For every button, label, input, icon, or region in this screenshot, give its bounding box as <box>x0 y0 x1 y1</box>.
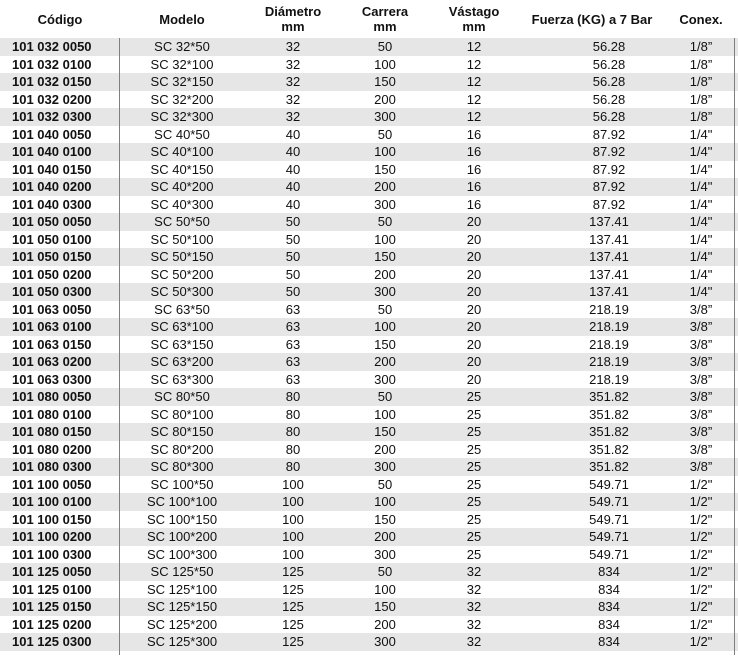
table-body <box>0 38 738 651</box>
table-row <box>0 301 738 319</box>
cell-carrera: 100 <box>374 406 396 422</box>
cell-diametro: 63 <box>285 354 301 369</box>
table-row <box>0 546 738 564</box>
cell-diametro: 80 <box>285 424 301 439</box>
cell-vastago: 20 <box>466 231 482 247</box>
cell-conex: 1/8” <box>689 56 713 72</box>
cell-diametro: 50 <box>285 249 301 264</box>
table-row <box>0 143 738 161</box>
cell-modelo: SC 50*150 <box>150 249 214 264</box>
cell-diametro: 32 <box>285 109 301 124</box>
cell-conex: 1/4" <box>689 126 713 142</box>
cell-fuerza: 137.41 <box>589 249 629 264</box>
cell-codigo: 101 040 0150 <box>12 161 92 177</box>
cell-codigo: 101 063 0100 <box>12 319 92 334</box>
cell-carrera: 200 <box>374 616 396 632</box>
cell-codigo: 101 032 0050 <box>12 39 92 54</box>
cell-modelo: SC 63*100 <box>150 319 214 334</box>
cell-conex: 1/4" <box>689 161 713 177</box>
cell-diametro: 80 <box>285 459 301 474</box>
cell-codigo: 101 040 0100 <box>12 144 92 159</box>
cell-codigo: 101 125 0050 <box>12 564 92 579</box>
cell-diametro: 63 <box>285 319 301 334</box>
cell-conex: 1/2" <box>689 546 713 562</box>
cell-fuerza: 549.71 <box>589 494 629 509</box>
cell-carrera: 100 <box>374 581 396 597</box>
table-row <box>0 598 738 616</box>
cell-diametro: 80 <box>285 441 301 457</box>
cell-vastago: 16 <box>466 196 482 212</box>
cell-codigo: 101 050 0050 <box>12 214 92 229</box>
cell-vastago: 25 <box>466 529 482 544</box>
cell-diametro: 63 <box>285 336 301 352</box>
cell-carrera: 200 <box>374 354 396 369</box>
cell-fuerza: 549.71 <box>589 476 629 492</box>
cell-carrera: 200 <box>374 266 396 282</box>
cell-fuerza: 549.71 <box>589 529 629 544</box>
cell-codigo: 101 125 0300 <box>12 634 92 649</box>
header-conex: Conex. <box>679 11 723 27</box>
cell-vastago: 25 <box>466 389 482 404</box>
cell-vastago: 16 <box>466 126 482 142</box>
cell-fuerza: 351.82 <box>589 406 629 422</box>
cell-fuerza: 87.92 <box>592 179 626 194</box>
table-row <box>0 318 738 336</box>
cell-fuerza: 137.41 <box>589 214 629 229</box>
cell-diametro: 50 <box>285 214 301 229</box>
cell-diametro: 40 <box>285 179 301 194</box>
cell-codigo: 101 063 0050 <box>12 301 92 317</box>
cell-codigo: 101 100 0300 <box>12 546 92 562</box>
cell-modelo: SC 50*300 <box>150 284 214 299</box>
cell-modelo: SC 32*300 <box>150 109 214 124</box>
cell-vastago: 12 <box>466 91 482 107</box>
cell-conex: 1/4" <box>689 214 713 229</box>
cell-modelo: SC 80*50 <box>154 389 210 404</box>
cell-modelo: SC 32*50 <box>154 39 210 54</box>
cell-conex: 1/4" <box>689 284 713 299</box>
cell-modelo: SC 40*50 <box>154 126 210 142</box>
cell-fuerza: 834 <box>598 581 620 597</box>
cell-codigo: 101 040 0300 <box>12 196 92 212</box>
cell-modelo: SC 100*150 <box>146 511 218 527</box>
cell-modelo: SC 100*50 <box>150 476 214 492</box>
cell-carrera: 150 <box>374 161 396 177</box>
cell-conex: 1/4" <box>689 144 713 159</box>
cell-vastago: 20 <box>466 266 482 282</box>
cell-codigo: 101 063 0150 <box>12 336 92 352</box>
table-row <box>0 38 738 56</box>
table-row <box>0 161 738 179</box>
cell-fuerza: 56.28 <box>592 91 626 107</box>
cell-carrera: 300 <box>374 459 396 474</box>
cell-codigo: 101 100 0050 <box>12 476 92 492</box>
cell-conex: 3/8” <box>689 459 713 474</box>
cell-carrera: 150 <box>374 249 396 264</box>
cell-carrera: 200 <box>374 179 396 194</box>
cell-carrera: 200 <box>374 91 396 107</box>
cell-conex: 1/2" <box>689 634 713 649</box>
table-row <box>0 511 738 529</box>
cell-conex: 1/4" <box>689 266 713 282</box>
table-row <box>0 283 738 301</box>
cell-modelo: SC 125*200 <box>146 616 218 632</box>
cell-codigo: 101 100 0100 <box>12 494 92 509</box>
cell-fuerza: 834 <box>598 599 620 614</box>
cell-codigo: 101 063 0300 <box>12 371 92 387</box>
cell-carrera: 150 <box>374 74 396 89</box>
cell-carrera: 300 <box>374 634 396 649</box>
table-row <box>0 178 738 196</box>
cell-modelo: SC 63*200 <box>150 354 214 369</box>
cell-conex: 1/8” <box>689 74 713 89</box>
cell-codigo: 101 080 0150 <box>12 424 92 439</box>
column-divider <box>734 38 735 655</box>
cell-diametro: 32 <box>285 39 301 54</box>
cell-vastago: 20 <box>466 319 482 334</box>
cell-carrera: 150 <box>374 424 396 439</box>
cell-vastago: 20 <box>466 354 482 369</box>
cell-conex: 1/2" <box>689 476 713 492</box>
cell-vastago: 25 <box>466 476 482 492</box>
cell-vastago: 25 <box>466 406 482 422</box>
cell-diametro: 125 <box>282 634 304 649</box>
table-row <box>0 528 738 546</box>
cell-conex: 3/8” <box>689 441 713 457</box>
cell-codigo: 101 100 0200 <box>12 529 92 544</box>
cell-carrera: 50 <box>377 389 393 404</box>
cell-vastago: 32 <box>466 564 482 579</box>
table-row <box>0 213 738 231</box>
cell-carrera: 100 <box>374 319 396 334</box>
cell-vastago: 20 <box>466 301 482 317</box>
cell-fuerza: 137.41 <box>589 231 629 247</box>
cell-fuerza: 218.19 <box>589 371 629 387</box>
table-row <box>0 616 738 634</box>
cell-carrera: 50 <box>377 564 393 579</box>
cell-codigo: 101 050 0300 <box>12 284 92 299</box>
cell-modelo: SC 40*200 <box>150 179 214 194</box>
cell-codigo: 101 080 0200 <box>12 441 92 457</box>
cell-conex: 1/2" <box>689 494 713 509</box>
cell-modelo: SC 50*200 <box>150 266 214 282</box>
table-row <box>0 563 738 581</box>
table-row <box>0 353 738 371</box>
cell-modelo: SC 80*300 <box>150 459 214 474</box>
table-row <box>0 231 738 249</box>
cell-diametro: 50 <box>285 284 301 299</box>
cell-fuerza: 87.92 <box>592 144 626 159</box>
cell-carrera: 300 <box>374 284 396 299</box>
cell-carrera: 50 <box>377 476 393 492</box>
cell-carrera: 150 <box>374 511 396 527</box>
cell-conex: 3/8” <box>689 301 713 317</box>
cell-conex: 3/8” <box>689 389 713 404</box>
cell-carrera: 50 <box>377 39 393 54</box>
table-row <box>0 248 738 266</box>
cell-modelo: SC 80*100 <box>150 406 214 422</box>
cell-modelo: SC 80*150 <box>150 424 214 439</box>
cell-diametro: 40 <box>285 126 301 142</box>
cell-codigo: 101 100 0150 <box>12 511 92 527</box>
cell-modelo: SC 40*300 <box>150 196 214 212</box>
cell-fuerza: 56.28 <box>592 109 626 124</box>
table-row <box>0 458 738 476</box>
table-row <box>0 493 738 511</box>
cell-carrera: 200 <box>374 441 396 457</box>
cell-codigo: 101 040 0200 <box>12 179 92 194</box>
cell-fuerza: 549.71 <box>589 511 629 527</box>
cell-modelo: SC 50*100 <box>150 231 214 247</box>
cell-fuerza: 87.92 <box>592 161 626 177</box>
cell-conex: 1/8” <box>689 39 713 54</box>
cell-modelo: SC 125*100 <box>146 581 218 597</box>
cell-modelo: SC 125*300 <box>146 634 218 649</box>
table-row <box>0 56 738 74</box>
cell-modelo: SC 125*150 <box>146 599 218 614</box>
cell-carrera: 300 <box>374 196 396 212</box>
cell-diametro: 80 <box>285 406 301 422</box>
cell-vastago: 25 <box>466 511 482 527</box>
table-row <box>0 91 738 109</box>
cell-codigo: 101 050 0150 <box>12 249 92 264</box>
cell-vastago: 32 <box>466 581 482 597</box>
table-row <box>0 196 738 214</box>
cell-codigo: 101 080 0300 <box>12 459 92 474</box>
cell-diametro: 50 <box>285 231 301 247</box>
cell-carrera: 200 <box>374 529 396 544</box>
cell-codigo: 101 032 0300 <box>12 109 92 124</box>
header-modelo: Modelo <box>159 11 205 27</box>
cell-diametro: 100 <box>282 476 304 492</box>
cell-modelo: SC 100*200 <box>146 529 218 544</box>
cell-fuerza: 834 <box>598 616 620 632</box>
cell-conex: 1/4" <box>689 196 713 212</box>
cell-codigo: 101 040 0050 <box>12 126 92 142</box>
cell-carrera: 50 <box>377 126 393 142</box>
cell-diametro: 125 <box>282 581 304 597</box>
table-row <box>0 371 738 389</box>
cell-vastago: 12 <box>466 56 482 72</box>
cell-diametro: 63 <box>285 301 301 317</box>
cell-codigo: 101 125 0200 <box>12 616 92 632</box>
cell-fuerza: 218.19 <box>589 301 629 317</box>
table-row <box>0 108 738 126</box>
cell-codigo: 101 032 0150 <box>12 74 92 89</box>
cell-diametro: 63 <box>285 371 301 387</box>
cell-fuerza: 218.19 <box>589 336 629 352</box>
cell-carrera: 150 <box>374 336 396 352</box>
cell-fuerza: 87.92 <box>592 196 626 212</box>
cell-modelo: SC 32*150 <box>150 74 214 89</box>
cell-vastago: 20 <box>466 214 482 229</box>
cell-diametro: 100 <box>282 511 304 527</box>
cell-codigo: 101 080 0050 <box>12 389 92 404</box>
cell-fuerza: 56.28 <box>592 39 626 54</box>
cell-diametro: 125 <box>282 564 304 579</box>
cell-codigo: 101 063 0200 <box>12 354 92 369</box>
cell-conex: 1/2" <box>689 511 713 527</box>
cell-modelo: SC 40*150 <box>150 161 214 177</box>
cell-codigo: 101 125 0100 <box>12 581 92 597</box>
cell-modelo: SC 63*50 <box>154 301 210 317</box>
table-row <box>0 581 738 599</box>
cell-vastago: 25 <box>466 459 482 474</box>
cell-conex: 3/8” <box>689 371 713 387</box>
table-row <box>0 423 738 441</box>
cell-fuerza: 87.92 <box>592 126 626 142</box>
cell-modelo: SC 100*100 <box>146 494 218 509</box>
cell-modelo: SC 63*150 <box>150 336 214 352</box>
cell-carrera: 300 <box>374 109 396 124</box>
cell-conex: 3/8” <box>689 354 713 369</box>
cell-diametro: 125 <box>282 599 304 614</box>
cell-carrera: 150 <box>374 599 396 614</box>
cell-codigo: 101 050 0100 <box>12 231 92 247</box>
cell-vastago: 16 <box>466 144 482 159</box>
header-fuerza: Fuerza (KG) a 7 Bar <box>531 11 653 27</box>
cell-conex: 1/2" <box>689 564 713 579</box>
cell-vastago: 25 <box>466 546 482 562</box>
cell-carrera: 300 <box>374 371 396 387</box>
cell-conex: 1/4" <box>689 179 713 194</box>
cell-fuerza: 834 <box>598 564 620 579</box>
cell-diametro: 80 <box>285 389 301 404</box>
cell-diametro: 100 <box>282 529 304 544</box>
cell-carrera: 100 <box>374 144 396 159</box>
cell-carrera: 100 <box>374 494 396 509</box>
cell-conex: 1/8” <box>689 109 713 124</box>
cell-fuerza: 218.19 <box>589 319 629 334</box>
cell-codigo: 101 080 0100 <box>12 406 92 422</box>
cell-diametro: 50 <box>285 266 301 282</box>
cell-carrera: 300 <box>374 546 396 562</box>
cell-diametro: 32 <box>285 91 301 107</box>
header-carrera: Carrera mm <box>361 4 409 34</box>
cell-vastago: 20 <box>466 249 482 264</box>
cell-conex: 1/2" <box>689 616 713 632</box>
cell-vastago: 32 <box>466 616 482 632</box>
table-row <box>0 406 738 424</box>
cell-conex: 3/8” <box>689 406 713 422</box>
table-header <box>0 0 738 38</box>
cell-conex: 1/4" <box>689 249 713 264</box>
header-codigo: Código <box>37 11 83 27</box>
cell-codigo: 101 032 0200 <box>12 91 92 107</box>
cell-diametro: 125 <box>282 616 304 632</box>
cell-carrera: 50 <box>377 214 393 229</box>
cell-codigo: 101 050 0200 <box>12 266 92 282</box>
cell-fuerza: 56.28 <box>592 74 626 89</box>
cell-vastago: 20 <box>466 371 482 387</box>
header-diametro: Diámetro mm <box>264 4 322 34</box>
cell-conex: 3/8” <box>689 424 713 439</box>
cell-vastago: 20 <box>466 336 482 352</box>
cell-vastago: 12 <box>466 74 482 89</box>
cell-vastago: 16 <box>466 161 482 177</box>
cell-modelo: SC 32*200 <box>150 91 214 107</box>
column-divider <box>119 38 120 655</box>
cell-modelo: SC 63*300 <box>150 371 214 387</box>
cell-conex: 1/2" <box>689 529 713 544</box>
cell-modelo: SC 40*100 <box>150 144 214 159</box>
cell-fuerza: 351.82 <box>589 424 629 439</box>
cell-conex: 3/8” <box>689 319 713 334</box>
cell-fuerza: 351.82 <box>589 459 629 474</box>
cell-diametro: 32 <box>285 74 301 89</box>
cell-vastago: 16 <box>466 179 482 194</box>
cell-conex: 3/8” <box>689 336 713 352</box>
cell-vastago: 25 <box>466 494 482 509</box>
cell-vastago: 12 <box>466 109 482 124</box>
cell-diametro: 32 <box>285 56 301 72</box>
cell-vastago: 20 <box>466 284 482 299</box>
cell-diametro: 100 <box>282 494 304 509</box>
cell-diametro: 40 <box>285 196 301 212</box>
cell-vastago: 12 <box>466 39 482 54</box>
cell-modelo: SC 80*200 <box>150 441 214 457</box>
table-row <box>0 73 738 91</box>
cell-conex: 1/2" <box>689 599 713 614</box>
cell-fuerza: 834 <box>598 634 620 649</box>
cell-fuerza: 56.28 <box>592 56 626 72</box>
table-row <box>0 336 738 354</box>
cell-diametro: 40 <box>285 144 301 159</box>
cell-conex: 1/8” <box>689 91 713 107</box>
cell-modelo: SC 100*300 <box>146 546 218 562</box>
cell-vastago: 25 <box>466 424 482 439</box>
cell-fuerza: 218.19 <box>589 354 629 369</box>
header-vastago: Vástago mm <box>448 4 500 34</box>
cell-carrera: 100 <box>374 56 396 72</box>
cell-fuerza: 351.82 <box>589 389 629 404</box>
cell-modelo: SC 32*100 <box>150 56 214 72</box>
cell-modelo: SC 50*50 <box>154 214 210 229</box>
cell-conex: 1/4" <box>689 231 713 247</box>
cell-vastago: 25 <box>466 441 482 457</box>
table-row <box>0 476 738 494</box>
cell-fuerza: 351.82 <box>589 441 629 457</box>
table-row <box>0 441 738 459</box>
cell-codigo: 101 125 0150 <box>12 599 92 614</box>
table-row <box>0 266 738 284</box>
cell-carrera: 100 <box>374 231 396 247</box>
table-row <box>0 633 738 651</box>
cell-diametro: 100 <box>282 546 304 562</box>
cell-vastago: 32 <box>466 599 482 614</box>
cell-carrera: 50 <box>377 301 393 317</box>
cell-fuerza: 137.41 <box>589 266 629 282</box>
table-row <box>0 388 738 406</box>
cell-codigo: 101 032 0100 <box>12 56 92 72</box>
cell-modelo: SC 125*50 <box>150 564 214 579</box>
table-row <box>0 126 738 144</box>
cell-diametro: 40 <box>285 161 301 177</box>
cell-fuerza: 137.41 <box>589 284 629 299</box>
cell-conex: 1/2" <box>689 581 713 597</box>
cell-vastago: 32 <box>466 634 482 649</box>
cell-fuerza: 549.71 <box>589 546 629 562</box>
